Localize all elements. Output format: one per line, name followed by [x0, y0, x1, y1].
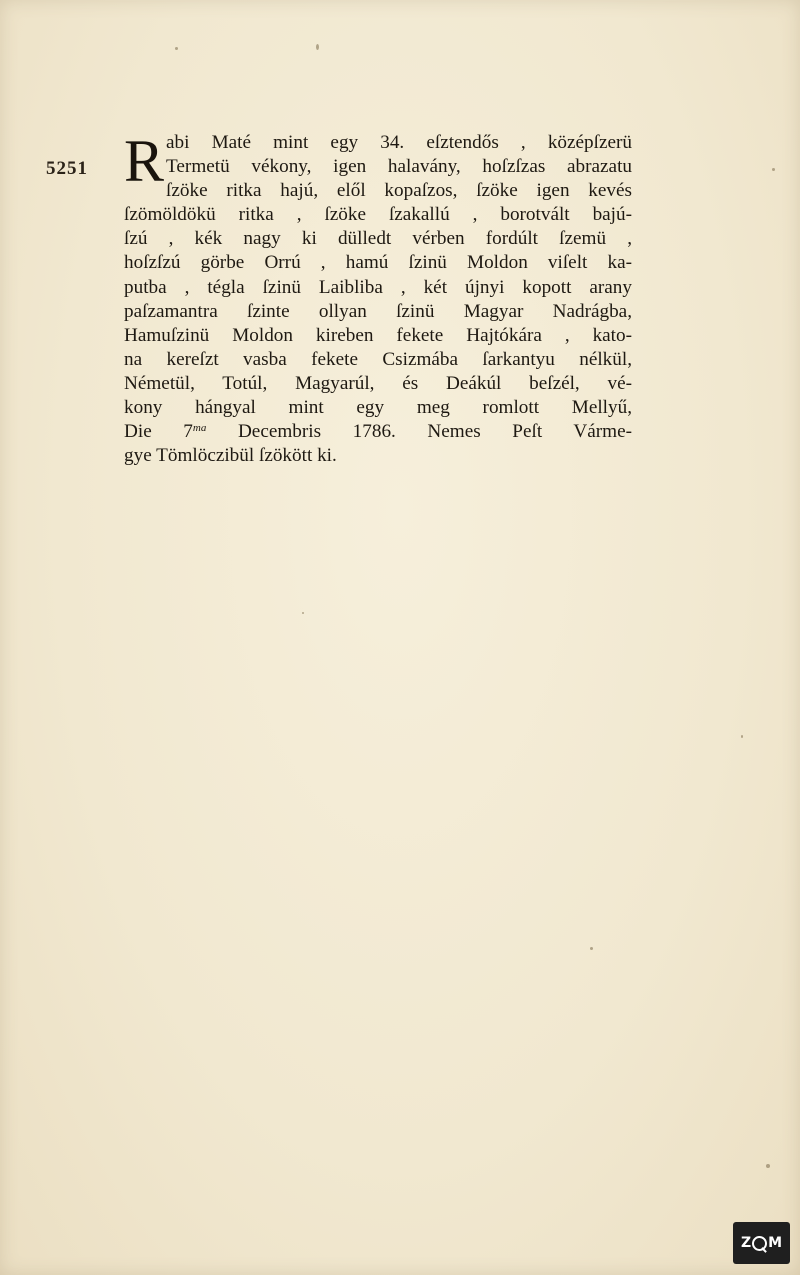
text-line-last: gye Tömlöczibül ſzökött ki.: [124, 445, 337, 467]
text-line: abi Maté mint egy 34. eſztendős , középſzerü: [166, 132, 632, 153]
zoom-label-right: M: [768, 1235, 783, 1251]
paper-speck: [302, 612, 304, 614]
paper-speck: [772, 168, 775, 171]
text-line: na kereſzt vasba fekete Csizmába ſarkantyu nélkül,: [124, 348, 632, 370]
record-number: 5251: [46, 158, 88, 179]
zoom-label-left: Z: [740, 1235, 752, 1251]
paper-speck: [590, 947, 593, 950]
text-line: paſzamantra ſzinte ollyan ſzinü Magyar Nadrágba,: [124, 300, 632, 322]
notice-text: [124, 128, 632, 468]
ordinal-suffix: ma: [192, 422, 207, 435]
paper-speck: [316, 44, 319, 50]
date-line: Die $7^{ma}$ Decembris 1786. Nemes Peſt Várme-: [124, 421, 632, 443]
text-line: kony hángyal mint egy meg romlott Mellyű,: [124, 397, 632, 419]
drop-cap: R: [124, 128, 165, 194]
text-line: Termetü vékony, igen halavány, hoſzſzas abrazatu: [166, 156, 632, 178]
paper-speck: [766, 1164, 770, 1168]
text-line: ſzú , kék nagy ki dülledt vérben fordúlt ſzemü ,: [124, 228, 632, 250]
text-line: putba , tégla ſzinü Laibliba , két újnyi kopott arany: [124, 276, 632, 298]
magnifier-icon: [752, 1236, 767, 1251]
text-line: Hamuſzinü Moldon kireben fekete Hajtókára , kato-: [124, 324, 632, 346]
paper-speck: [741, 735, 743, 738]
text-line: ſzömöldökü ritka , ſzöke ſzakallú , borotvált bajú-: [124, 204, 632, 226]
paper-speck: [175, 47, 178, 50]
zoom-button[interactable]: [733, 1222, 790, 1264]
text-line: hoſzſzú görbe Orrú , hamú ſzinü Moldon viſelt ka-: [124, 252, 632, 274]
text-line: Németül, Totúl, Magyarúl, és Deákúl beſzél, vé-: [124, 372, 632, 394]
text-line: ſzöke ritka hajú, elől kopaſzos, ſzöke igen kevés: [166, 180, 632, 202]
